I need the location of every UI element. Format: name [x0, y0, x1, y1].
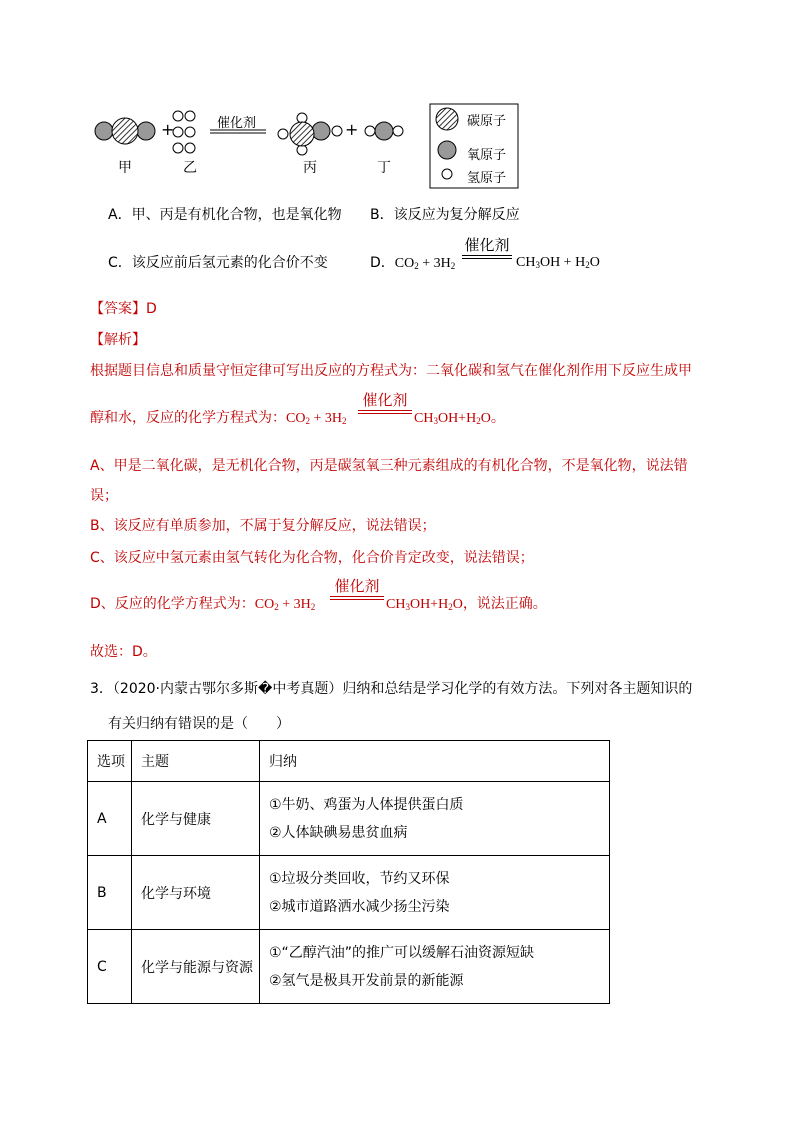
- analysis-c: C、该反应中氢元素由氢气转化为化合物，化合价肯定改变，说法错误；: [90, 550, 534, 566]
- plus-sign: +: [345, 120, 359, 139]
- table-row: [88, 930, 610, 1004]
- label-yi: 乙: [183, 160, 197, 176]
- analysis-eq-right: $CH_3OH+H_2O$。: [414, 410, 505, 426]
- diagram-catalyst-label: 催化剂: [217, 116, 257, 131]
- analysis-b: B、该反应有单质参加，不属于复分解反应，说法错误；: [90, 518, 436, 534]
- analysis-label: 【解析】: [90, 332, 146, 348]
- legend-oxygen-label: 氧原子: [467, 148, 507, 163]
- label-ding: 丁: [377, 160, 391, 176]
- row-option: B: [88, 856, 132, 930]
- option-d-catalyst: 催化剂: [462, 236, 512, 259]
- analysis-catalyst: 催化剂: [358, 391, 412, 414]
- plus-sign: +: [161, 120, 175, 139]
- molecule-yi: [173, 111, 195, 153]
- row-topic: 化学与环境: [132, 856, 260, 930]
- hydrogen-legend-icon: [442, 169, 452, 179]
- option-d: [370, 253, 455, 276]
- table-row: [88, 782, 610, 856]
- row-option: A: [88, 782, 132, 856]
- legend-carbon-label: 碳原子: [467, 114, 507, 129]
- analysis-a-line1: A、甲是二氧化碳，是无机化合物，丙是碳氢氧三种元素组成的有机化合物，不是氧化物，说法错: [90, 458, 688, 474]
- oxygen-legend-icon: [438, 141, 456, 159]
- option-d-left: $CO_2 + 3H_2$: [394, 256, 456, 271]
- table-header-row: [88, 741, 610, 782]
- answer: [90, 299, 157, 319]
- header-summary: 归纳: [260, 741, 610, 782]
- molecule-bing: [278, 113, 342, 155]
- header-topic: 主题: [132, 741, 260, 782]
- answer-label: 【答案】: [90, 301, 146, 317]
- row-summary: ①“乙醇汽油”的推广可以缓解石油资源短缺 ②氢气是极具开发前景的新能源: [260, 930, 610, 1004]
- label-jia: 甲: [118, 160, 132, 176]
- analysis-d-catalyst: 催化剂: [330, 577, 384, 600]
- molecule-ding: [365, 122, 403, 140]
- option-b: B．该反应为复分解反应: [370, 207, 520, 223]
- analysis-p1-line1: 根据题目信息和质量守恒定律可写出反应的方程式为：二氧化碳和氢气在催化剂作用下反应生成甲: [90, 363, 692, 379]
- option-a: A．甲、丙是有机化合物，也是氧化物: [108, 207, 342, 223]
- row-option: C: [88, 930, 132, 1004]
- header-option: 选项: [88, 741, 132, 782]
- analysis-conclusion: 故选：D。: [90, 644, 157, 660]
- question3-line1: 3．（2020·内蒙古鄂尔多斯�中考真题）归纳和总结是学习化学的有效方法。下列对各主题知识的: [90, 681, 693, 697]
- row-summary: ①牛奶、鸡蛋为人体提供蛋白质 ②人体缺碘易患贫血病: [260, 782, 610, 856]
- option-c: C．该反应前后氢元素的化合价不变: [108, 255, 328, 271]
- row-topic: 化学与健康: [132, 782, 260, 856]
- row-topic: 化学与能源与资源: [132, 930, 260, 1004]
- answer-value: D: [146, 301, 157, 317]
- analysis-d-right: $CH_3OH+H_2O$，说法正确。: [386, 596, 547, 612]
- table-row: [88, 856, 610, 930]
- option-d-right: $CH_3OH + H_2O$: [516, 255, 600, 270]
- legend-hydrogen-label: 氢原子: [467, 171, 507, 186]
- analysis-d: D、反应的化学方程式为：$CO_2 + 3H_2$: [90, 596, 316, 612]
- row-summary: ①垃圾分类回收，节约又环保 ②城市道路洒水减少扬尘污染: [260, 856, 610, 930]
- analysis-p1-line2: 醇和水，反应的化学方程式为：$CO_2 + 3H_2$: [90, 410, 347, 426]
- question3-line2: 有关归纳有错误的是（ ）: [108, 716, 290, 732]
- question3-table: [87, 740, 610, 1004]
- label-bing: 丙: [303, 160, 317, 176]
- analysis-a-line2: 误；: [90, 488, 118, 504]
- carbon-legend-icon: [436, 108, 458, 130]
- molecule-jia: [95, 118, 155, 144]
- option-d-prefix: D．: [370, 255, 395, 271]
